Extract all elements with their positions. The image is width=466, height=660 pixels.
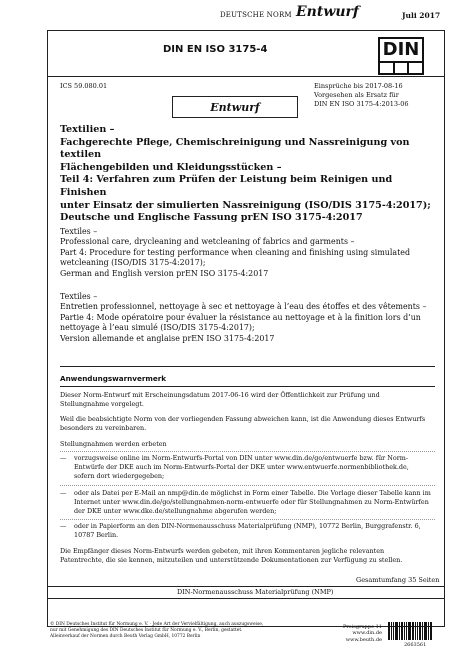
din-logo-text: DIN: [382, 39, 420, 60]
notice-heading: Anwendungswarnvermerk: [60, 374, 167, 383]
title-line: Textiles –: [60, 227, 98, 236]
din-logo: [378, 37, 424, 75]
bullet-item: [60, 522, 435, 540]
text-line: Alleinverkauf der Normen durch Beuth Verlag GmbH, 10772 Berlin: [50, 634, 201, 639]
text-line: vorzugsweise online im Norm-Entwurfs-Portal von DIN unter www.din.de/go/entwuerfe bzw. für Norm-: [74, 454, 408, 462]
notice-paragraph: [60, 547, 435, 565]
objection-line: DIN EN ISO 3175-4:2013-06: [314, 100, 409, 108]
title-line: nettoyage à l’eau simulé (ISO/DIS 3175-4:2017);: [60, 323, 255, 333]
text-line: der DKE unter www.dke.de/stellungnahme abgerufen werden;: [74, 507, 277, 515]
title-line: Part 4: Procedure for testing performance when cleaning and finishing using simulated: [60, 247, 411, 257]
title-line: Deutsche und Englische Fassung prEN ISO 3175-4:2017: [60, 212, 363, 224]
text-line: Preisgruppe 11: [342, 624, 382, 630]
title-line: Entretien professionnel, nettoyage à sec et nettoyage à l’eau des étoffes et des vêtements –: [60, 302, 427, 312]
title-line: Textilien –: [60, 124, 115, 135]
reference-number: 2663561: [404, 642, 427, 648]
objection-info: [314, 82, 409, 109]
text-line: oder in Papierform an den DIN-Normenausschuss Materialprüfung (NMP), 10772 Berlin, Burggrafenstr. 6,: [74, 522, 421, 530]
text-line: 10787 Berlin.: [74, 531, 119, 539]
title-line: Textiles –: [60, 292, 98, 301]
header-date: Juli 2017: [402, 11, 441, 20]
ics-code: ICS 59.080.01: [60, 82, 108, 90]
title-english: [60, 227, 440, 279]
text-line: Stellungnahme vorgelegt.: [60, 400, 144, 408]
text-line: Die Empfänger dieses Norm-Entwurfs werden gebeten, mit ihren Kommentaren jegliche relevanten: [60, 547, 385, 555]
objection-line: Einsprüche bis 2017-08-16: [314, 82, 403, 90]
title-line: Partie 4: Mode opératoire pour évaluer la résistance au nettoyage et à la finition lors d’un: [60, 312, 421, 322]
divider: [47, 586, 445, 587]
text-line: nur mit Genehmigung des DIN Deutsches Institut für Normung e. V., Berlin, gestattet.: [50, 628, 243, 633]
bullet-dash: —: [60, 522, 67, 530]
text-line: Entwürfe der DKE auch im Norm-Entwurfs-Portal der DKE unter www.entwuerfe.normenbibliothek.de,: [74, 463, 409, 471]
header-status: Entwurf: [296, 4, 359, 20]
bullet-separator: [60, 485, 435, 486]
divider: [47, 76, 445, 77]
title-french: [60, 292, 445, 344]
text-line: sofern dort wiedergegeben;: [74, 472, 165, 480]
draft-label: Entwurf: [172, 96, 298, 118]
bullet-item: [60, 454, 435, 481]
title-line: Professional care, drycleaning and wetcleaning of fabrics and garments –: [60, 237, 355, 247]
bullet-item: [60, 489, 435, 516]
objection-line: Vorgesehen als Ersatz für: [314, 91, 399, 99]
copyright-notice: [50, 622, 320, 640]
title-line: unter Einsatz der simulierten Nassreinigung (ISO/DIS 3175-4:2017);: [60, 199, 431, 211]
notice-paragraph: Stellungnahmen werden erbeten: [60, 440, 167, 448]
notice-paragraph: [60, 391, 435, 409]
title-line: wetcleaning (ISO/DIS 3175-4:2017);: [60, 258, 206, 268]
header-org: DEUTSCHE NORM: [220, 11, 292, 19]
divider: [60, 386, 435, 387]
bullet-separator: [60, 451, 435, 452]
title-line: Teil 4: Verfahren zum Prüfen der Leistung beim Reinigen und Finishen: [60, 174, 393, 198]
text-line: © DIN Deutsches Institut für Normung e. V. · Jede Art der Vervielfältigung, auch auszugsweise,: [50, 622, 264, 627]
total-pages: Gesamtumfang 35 Seiten: [356, 576, 440, 584]
title-line: German and English version prEN ISO 3175-4:2017: [60, 268, 269, 278]
bullet-dash: —: [60, 489, 67, 497]
divider: [47, 598, 445, 599]
notice-paragraph: [60, 415, 435, 433]
title-line: Version allemande et anglaise prEN ISO 3175-4:2017: [60, 333, 275, 343]
bullet-dash: —: [60, 454, 67, 462]
text-line: Weil die beabsichtigte Norm von der vorliegenden Fassung abweichen kann, ist die Anwendung dieses Entwurfs: [60, 415, 426, 423]
title-line: Fachgerechte Pflege, Chemischreinigung und Nassreinigung von textilen: [60, 136, 410, 161]
text-line: www.din.de: [352, 630, 382, 637]
text-line: besonders zu vereinbaren.: [60, 424, 147, 432]
text-line: Patentrechte, die sie kennen, mitzuteilen und unterstützende Dokumentationen zur Verfügung zu stellen.: [60, 556, 403, 564]
text-line: Dieser Norm-Entwurf mit Erscheinungsdatum 2017-06-16 wird der Öffentlichkeit zur Prüfung und: [60, 391, 380, 399]
title-line: Flächengebilden und Kleidungsstücken –: [60, 161, 282, 173]
text-line: www.beuth.de: [345, 636, 382, 643]
bullet-separator: [60, 519, 435, 520]
document-number: DIN EN ISO 3175-4: [163, 44, 268, 55]
title-german: [60, 124, 440, 225]
divider: [60, 366, 435, 367]
committee-name: DIN-Normenausschuss Materialprüfung (NMP): [177, 588, 334, 596]
text-line: Internet unter www.din.de/go/stellungnahmen-norm-entwuerfe oder für Stellungnahmen zu Norm-Entwürfen: [74, 498, 429, 506]
price-info: [322, 624, 382, 643]
text-line: oder als Datei per E-Mail an nmp@din.de möglichst in Form einer Tabelle. Die Vorlage dieser Tabelle kann im: [74, 489, 431, 497]
